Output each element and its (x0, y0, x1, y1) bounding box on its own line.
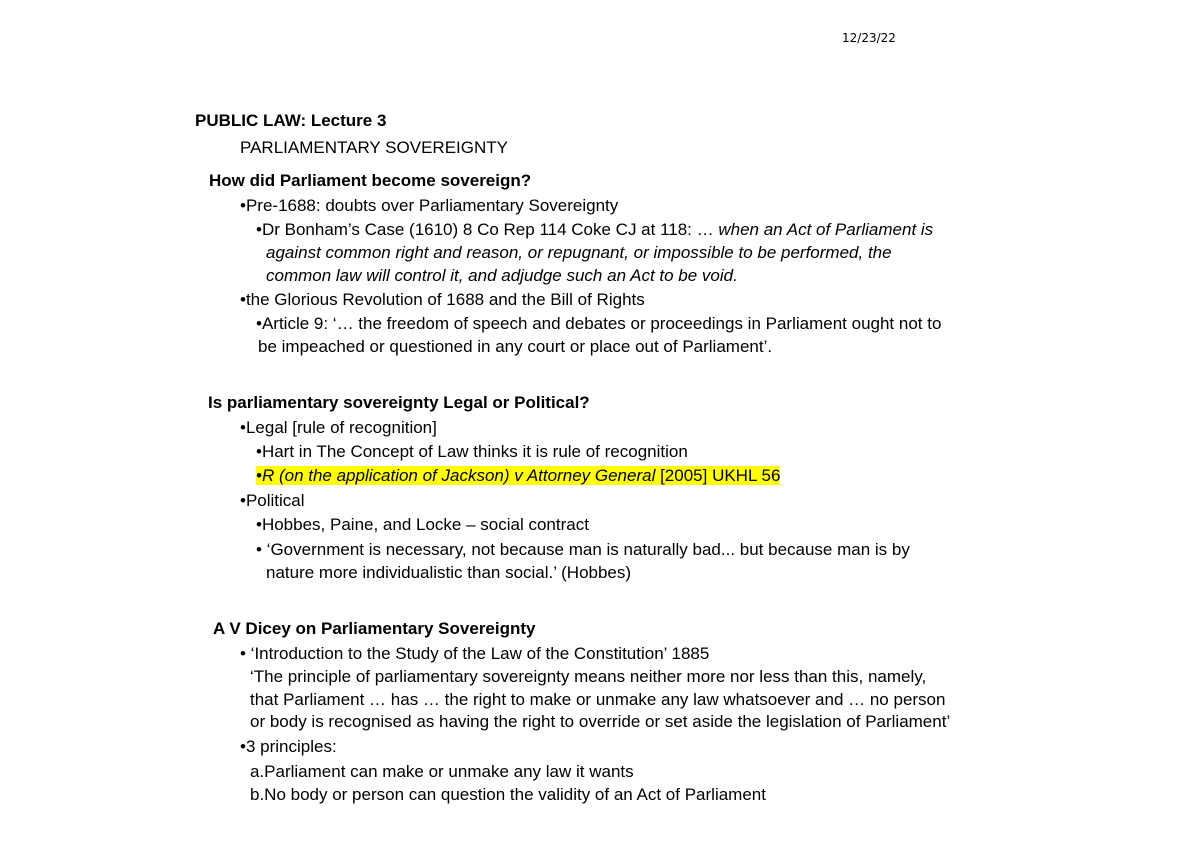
bonham-quote-line-2: against common right and reason, or repugnant, or impossible to be performed, the (266, 243, 892, 262)
hobbes-quote-line-2: nature more individualistic than social.’ (Hobbes) (266, 563, 632, 582)
bonham-quote-line-3: common law will control it, and adjudge such an Act to be void. (266, 266, 738, 285)
jackson-highlight (256, 466, 780, 485)
dicey-quote-line-1: ‘The principle of parliamentary sovereignty means neither more nor less than this, namely, (250, 667, 927, 686)
page-date: 12/23/22 (842, 31, 896, 45)
bullet-article-9-line-1: •Article 9: ‘… the freedom of speech and debates or proceedings in Parliament ought not to (256, 314, 942, 333)
bullet-social-contract: •Hobbes, Paine, and Locke – social contract (256, 515, 589, 534)
bullet-dicey-introduction: • ‘Introduction to the Study of the Law of the Constitution’ 1885 (240, 644, 710, 663)
bullet-political: •Political (240, 491, 305, 510)
principle-a: a.Parliament can make or unmake any law it wants (250, 762, 634, 781)
section-heading-legal-political: Is parliamentary sovereignty Legal or Political? (208, 393, 590, 412)
page-title: PUBLIC LAW: Lecture 3 (195, 111, 387, 130)
bonham-quote-line-1: when an Act of Parliament is (718, 220, 934, 239)
jackson-citation: [2005] UKHL 56 (655, 466, 781, 485)
bullet-hart: •Hart in The Concept of Law thinks it is rule of recognition (256, 442, 688, 461)
bullet-article-9-line-2: be impeached or questioned in any court or place out of Parliament’. (258, 337, 773, 356)
page-subtitle: PARLIAMENTARY SOVEREIGNTY (240, 138, 508, 157)
hobbes-quote-line-1: • ‘Government is necessary, not because man is naturally bad... but because man is by (256, 540, 910, 559)
bullet-legal: •Legal [rule of recognition] (240, 418, 437, 437)
bullet-jackson-case (256, 466, 780, 486)
bonham-citation: •Dr Bonham’s Case (1610) 8 Co Rep 114 Coke CJ at 118: … (256, 220, 719, 239)
dicey-quote-line-3: or body is recognised as having the right to override or set aside the legislation of Parliament’ (250, 712, 951, 731)
section-heading-sovereign: How did Parliament become sovereign? (209, 171, 532, 190)
dicey-quote-line-2: that Parliament … has … the right to make or unmake any law whatsoever and … no person (250, 690, 946, 709)
section-heading-dicey: A V Dicey on Parliamentary Sovereignty (213, 619, 536, 638)
principle-b: b.No body or person can question the validity of an Act of Parliament (250, 785, 766, 804)
bullet-pre-1688: •Pre-1688: doubts over Parliamentary Sovereignty (240, 196, 619, 215)
bullet-bonham-case (256, 220, 933, 240)
bullet-glorious-revolution: •the Glorious Revolution of 1688 and the Bill of Rights (240, 290, 645, 309)
bullet-three-principles: •3 principles: (240, 737, 337, 756)
jackson-case-name: •R (on the application of Jackson) v Attorney General (256, 466, 656, 485)
